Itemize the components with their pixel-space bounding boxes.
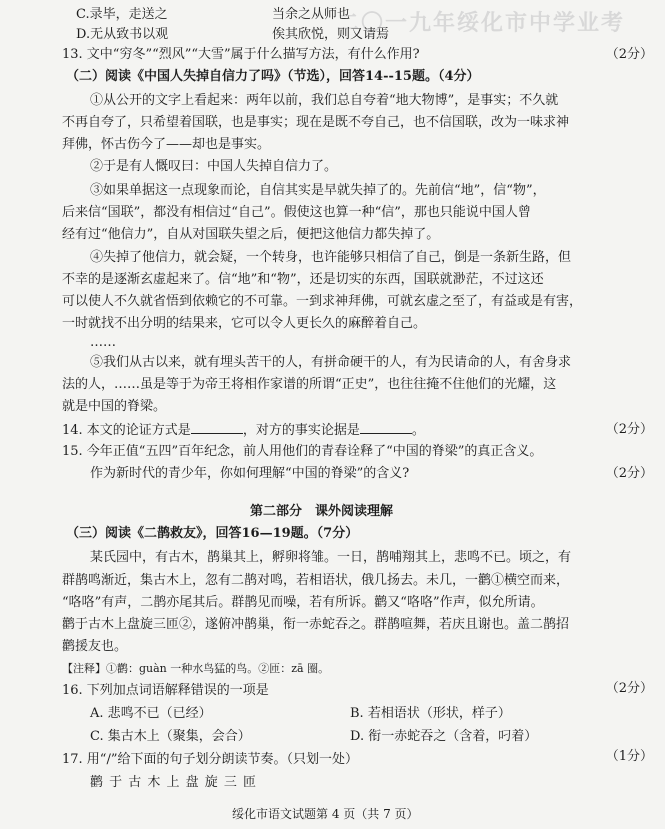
passage-line: 某氏园中，有古木，鹊巢其上，孵卵将雏。一日，鹊哺翔其上，悲鸣不已。顷之，有 <box>90 550 572 565</box>
option-a: A. 悲鸣不已（已经） <box>90 706 212 721</box>
question-15-line-1: 15. 今年正值“五四”百年纪念，前人用他们的青春诠释了“中国的脊梁”的真正含义。 <box>62 444 543 459</box>
question-14-score: （2分） <box>605 422 653 437</box>
passage-line: 群鹊鸣渐近，集古木上，忽有二鹊对鸣，若相语状，俄几扬去。未几，一鹳①横空而来， <box>62 573 570 588</box>
passage-line: 可以使人不久就省悟到依赖它的不可靠。一到求神拜佛，可就玄虚之至了，有益或是有害， <box>62 294 583 309</box>
question-17: 17. 用“/”给下面的句子划分朗读节奏。（只划一处） <box>62 752 358 767</box>
passage-line: 拜佛，怀古伤今了——却也是事实。 <box>62 137 271 152</box>
passage-line: “咯咯”有声，二鹊亦尾其后。群鹊见而噪，若有所诉。鹳又“咯咯”作声，似允所请。 <box>62 595 544 610</box>
question-17-score: （1分） <box>605 749 653 764</box>
question-15-line-2: 作为新时代的青少年，你如何理解“中国的脊梁”的含义? <box>90 466 410 481</box>
passage-line: 后来信“国联”，都没有相信过“自己”。假使这也算一种“信”，那也只能说中国人曾 <box>62 205 531 220</box>
question-16-score: （2分） <box>605 681 653 696</box>
option-c-left: C.录毕，走送之 <box>76 7 168 22</box>
passage-line: 鹳援友也。 <box>62 639 128 654</box>
section-3-heading: （三）阅读《二鹊救友》，回答16—19题。（7分） <box>66 526 359 541</box>
page-footer: 绥化市语文试题第 4 页（共 7 页） <box>232 807 419 821</box>
question-13-score: （2分） <box>605 47 653 62</box>
passage-line: 经有过“他信力”，自从对国联失望之后，便把这他信力都失掉了。 <box>62 227 440 242</box>
option-b: B. 若相语状（形状，样子） <box>350 706 511 721</box>
passage-line: ②于是有人慨叹曰：中国人失掉自信力了。 <box>90 159 338 174</box>
passage-line: ①从公开的文字上看起来：两年以前，我们总自夸着“地大物博”，是事实；不久就 <box>90 93 559 108</box>
option-d: D. 衔一赤蛇吞之（含着，叼着） <box>350 729 538 744</box>
answer-blank[interactable] <box>360 421 412 434</box>
option-c: C. 集古木上（聚集，会合） <box>90 729 251 744</box>
part-2-title: 第二部分 课外阅读理解 <box>250 504 394 519</box>
passage-line: ④失掉了他信力，就会疑，一个转身，也许能够只相信了自己，倒是一条新生路，但 <box>90 250 572 265</box>
passage-line: 就是中国的脊梁。 <box>62 399 167 414</box>
passage-line: 不幸的是逐渐玄虚起来了。信“地”和“物”，还是切实的东西，国联就渺茫，不过这还 <box>62 272 544 287</box>
passage-line: ⑤我们从古以来，就有埋头苦干的人，有拼命硬干的人，有为民请命的人，有舍身求 <box>90 355 572 370</box>
passage-ellipsis: …… <box>90 335 116 350</box>
passage-line: ③如果单据这一点现象而论，自信其实是早就失掉了的。先前信“地”，信“物”， <box>90 183 546 198</box>
option-d-left: D.无从致书以观 <box>76 27 169 42</box>
bleed-through-text: 二〇一九年绥化市中学业考 <box>336 10 625 36</box>
question-14: 14. 本文的论证方式是 ，对方的事实论据是 。 <box>62 423 425 438</box>
passage-line: 鹳于古木上盘旋三匝②，遂俯冲鹊巢，衔一赤蛇吞之。群鹊喧舞，若庆且谢也。盖二鹊招 <box>62 617 570 632</box>
question-13: 13. 文中“穷冬”“烈风”“大雪”属于什么描写方法，有什么作用? <box>62 47 420 62</box>
section-2-heading: （二）阅读《中国人失掉自信力了吗》（节选），回答14--15题。（4分） <box>66 69 480 84</box>
question-15-score: （2分） <box>605 466 653 481</box>
passage-line: 一时就找不出分明的结果来，它可以令人更长久的麻醉着自己。 <box>62 316 427 331</box>
question-16: 16. 下列加点词语解释错误的一项是 <box>62 683 269 698</box>
passage-line: 不再自夸了，只希望着国联，也是事实；现在是既不夸自己，也不信国联，改为一味求神 <box>62 115 570 130</box>
answer-blank[interactable] <box>191 421 243 434</box>
passage-line: 法的人，……虽是等于为帝王将相作家谱的所谓“正史”，也往往掩不住他们的光耀，这 <box>62 377 557 392</box>
option-c-right: 当余之从师也 <box>272 7 351 22</box>
question-17-sentence: 鹳 于 古 木 上 盘 旋 三 匝 <box>90 775 258 790</box>
annotation-note: 【注释】①鹳：guàn 一种水鸟猛的鸟。②匝：zā 圈。 <box>62 662 330 675</box>
option-d-right: 俟其欣悦，则又请焉 <box>272 27 390 42</box>
